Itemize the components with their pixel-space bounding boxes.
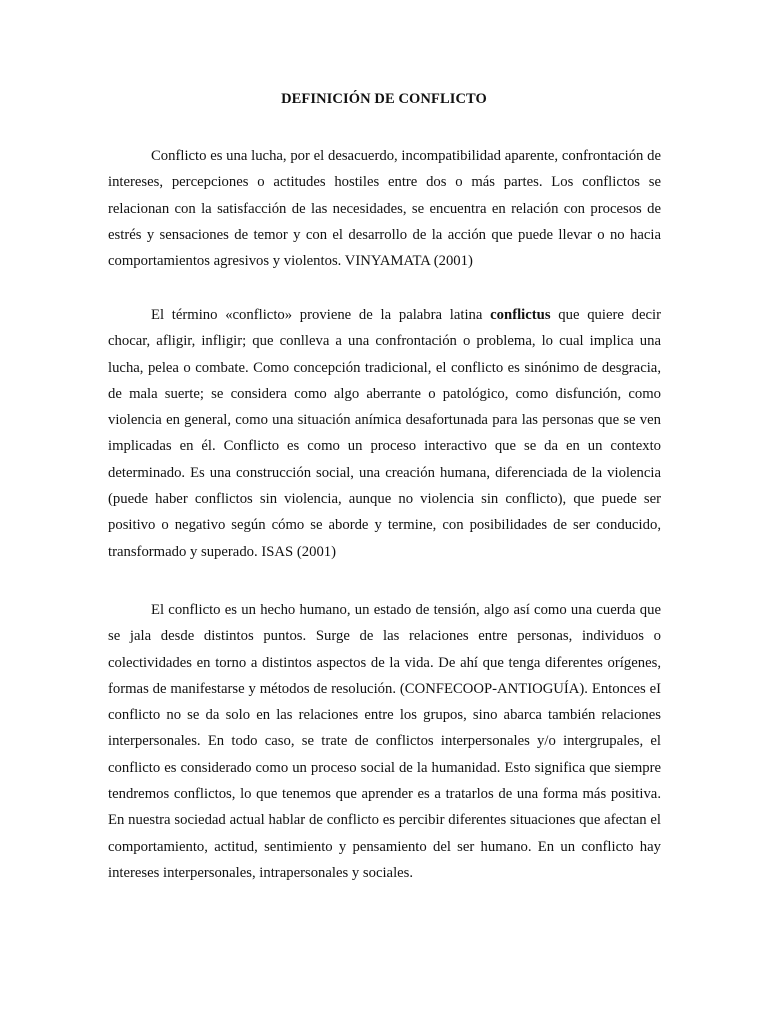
paragraph-2 xyxy=(108,302,661,565)
paragraph-1: Conflicto es una lucha, por el desacuerdo, incompatibilidad aparente, confrontación de intereses, percepciones o actitudes hostiles entre dos o más partes. Los conflictos se relacionan con la satisfacción de las necesidades, se encuentra en relación con procesos de estrés y sensaciones de temor y con el desarrollo de la acción que puede llevar o no hacia comportamientos agresivos y violentos. VINYAMATA (2001) xyxy=(108,148,661,270)
paragraph-2-lead: El término «conflicto» proviene de la palabra latina xyxy=(151,307,491,323)
latin-term: conflictus xyxy=(490,307,551,323)
paragraph-2-rest: que quiere decir chocar, afligir, infligir; que conlleva a una confrontación o problema, lo cual implica una lucha, pelea o combate. Como concepción tradicional, el conflicto es sinónimo de desgracia, de mala suerte; se considera como algo aberrante o patológico, como disfunción, como violencia en general, como una situación anímica desafortunada para las personas que se ven implicadas en él. Conflicto es como un proceso interactivo que se da en un contexto determinado. Es una construcción social, una creación humana, diferenciada de la violencia (puede haber conflictos sin violencia, aunque no violencia sin conflicto), que puede ser positivo o negativo según cómo se aborde y termine, con posibilidades de ser conducido, transformado y superado. ISAS (2001) xyxy=(108,307,661,560)
paragraph-3-block xyxy=(108,597,661,886)
paragraph-2-block xyxy=(108,302,661,565)
document-title: DEFINICIÓN DE CONFLICTO xyxy=(281,91,487,107)
paragraph-1-block xyxy=(108,143,661,274)
paragraph-3: El conflicto es un hecho humano, un estado de tensión, algo así como una cuerda que se jala desde distintos puntos. Surge de las relaciones entre personas, individuos o colectividades en torno a distintos aspectos de la vida. De ahí que tenga diferentes orígenes, formas de manifestarse y métodos de resolución. (CONFECOOP-ANTIOGUÍA). Entonces eI conflicto no se da solo en las relaciones entre los grupos, sino abarca también relaciones interpersonales. En todo caso, se trate de conflictos interpersonales y/o intergrupales, el conflicto es considerado como un proceso social de la humanidad. Esto significa que siempre tendremos conflictos, lo que tenemos que aprender es a tratarlos de una forma más positiva. En nuestra sociedad actual hablar de conflicto es percibir diferentes situaciones que afectan el comportamiento, actitud, sentimiento y pensamiento del ser humano. En un conflicto hay intereses interpersonales, intrapersonales y sociales. xyxy=(108,602,661,881)
